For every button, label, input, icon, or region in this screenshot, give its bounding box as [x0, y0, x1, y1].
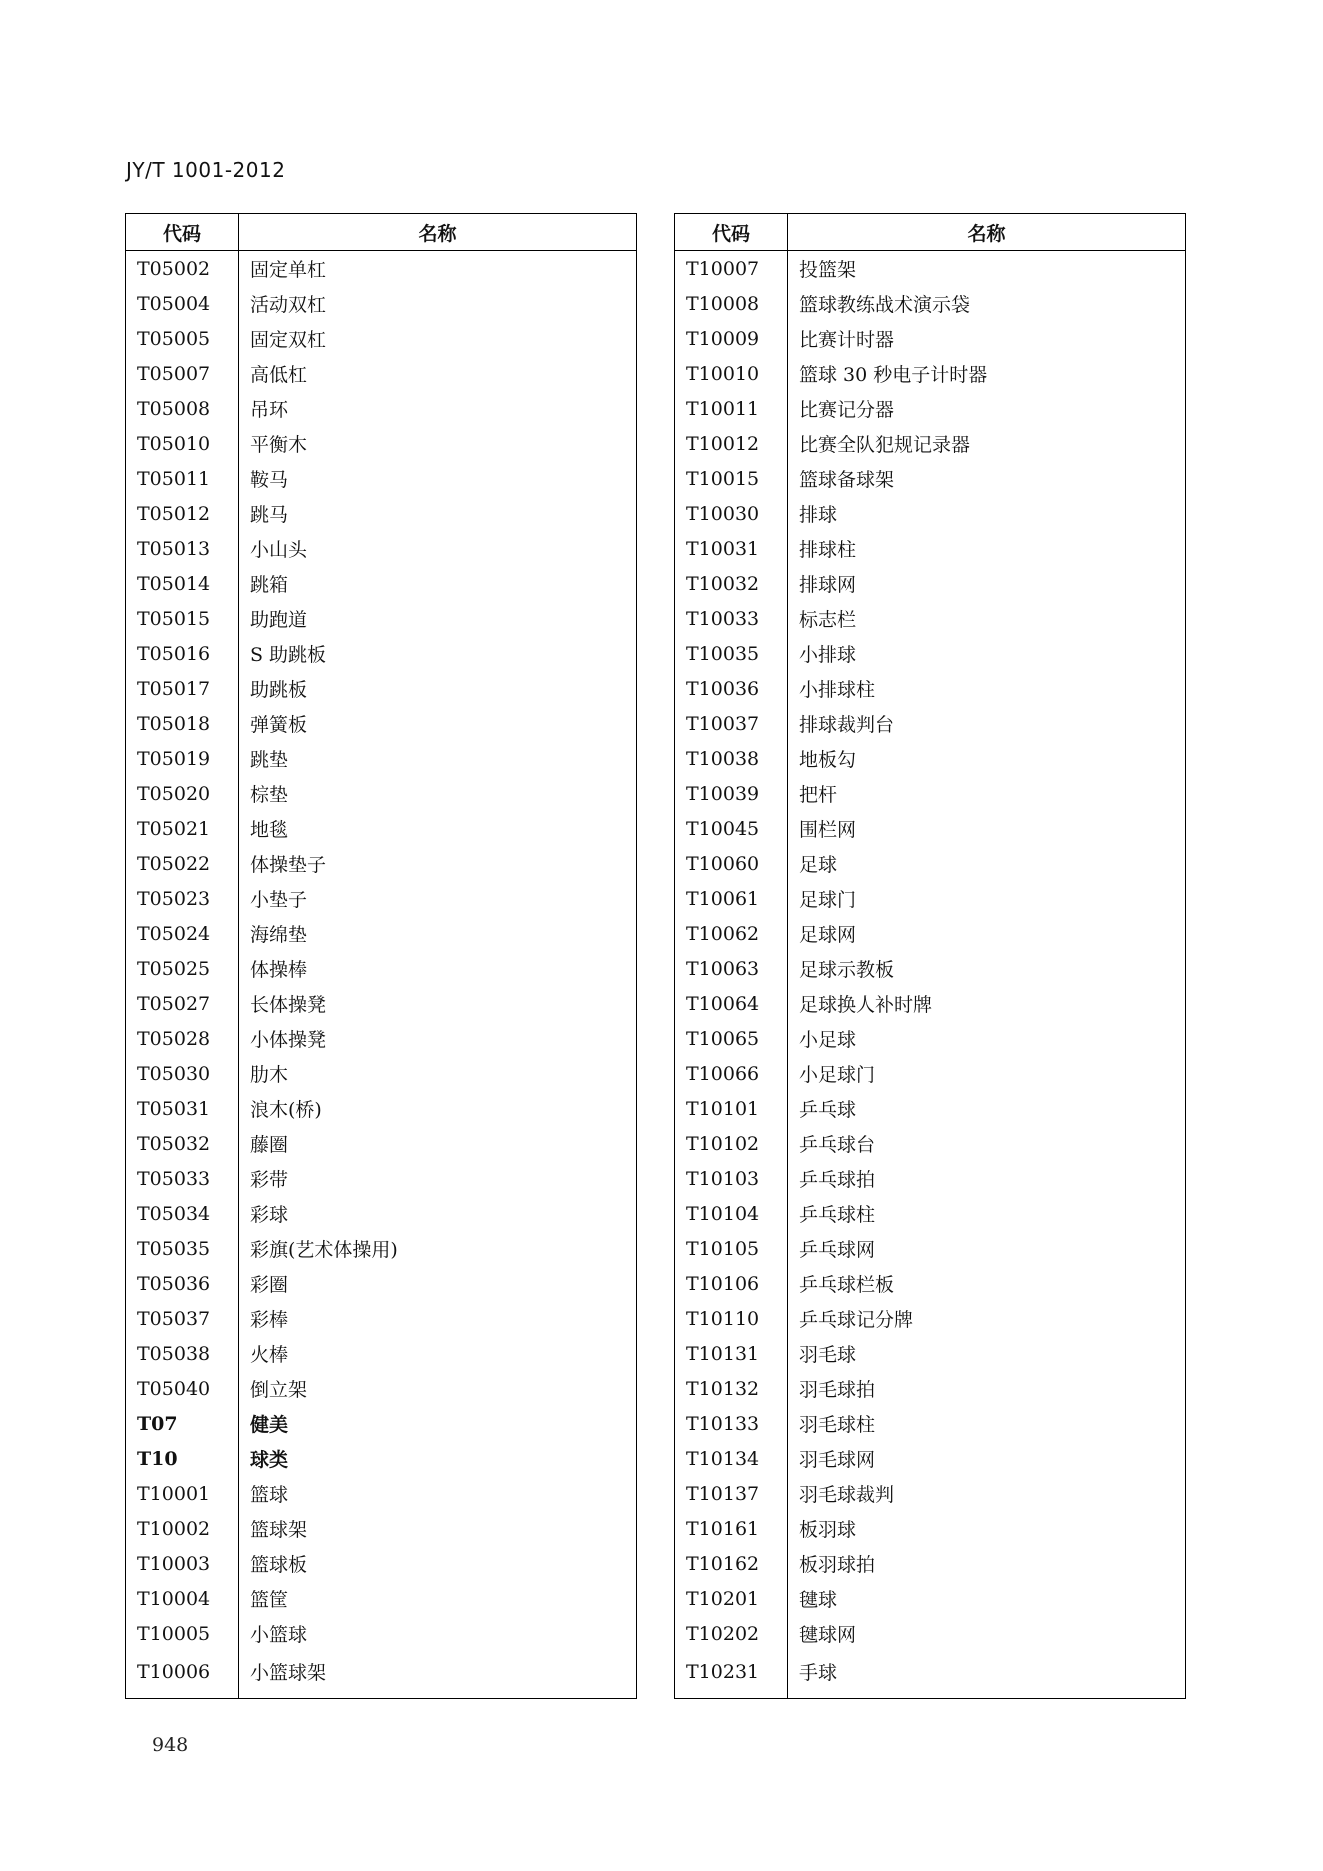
name-cell: 小山头	[250, 539, 308, 561]
code-cell: T10063	[675, 951, 788, 986]
code-cell: T10060	[675, 846, 788, 881]
table-row	[126, 636, 637, 671]
table-body-left	[126, 251, 637, 1699]
code-cell: T10012	[675, 426, 788, 461]
table-row	[675, 1126, 1186, 1161]
table-row	[126, 496, 637, 531]
table-row	[126, 776, 637, 811]
code-cell: T10137	[675, 1476, 788, 1511]
code-cell: T05024	[126, 916, 239, 951]
table-row	[126, 1301, 637, 1336]
code-cell: T10062	[675, 916, 788, 951]
name-cell: 围栏网	[799, 819, 857, 841]
code-cell: T10035	[675, 636, 788, 671]
name-cell: 体操垫子	[250, 854, 327, 876]
name-cell: 乒乓球台	[799, 1134, 876, 1156]
table-row	[126, 846, 637, 881]
name-cell: 比赛记分器	[799, 399, 895, 421]
code-cell: T10033	[675, 601, 788, 636]
code-cell: T05016	[126, 636, 239, 671]
table-row	[675, 776, 1186, 811]
table-row	[126, 1581, 637, 1616]
code-cell: T05032	[126, 1126, 239, 1161]
name-cell: 棕垫	[250, 784, 289, 806]
table-row	[675, 951, 1186, 986]
code-cell: T10006	[126, 1651, 239, 1699]
table-row	[675, 916, 1186, 951]
name-cell: 藤圈	[250, 1134, 289, 1156]
code-cell: T05008	[126, 391, 239, 426]
table-row	[675, 251, 1186, 287]
name-cell: 彩带	[250, 1169, 289, 1191]
code-cell: T10036	[675, 671, 788, 706]
name-cell: 投篮架	[799, 259, 857, 281]
table-header-row	[126, 214, 637, 251]
code-cell: T10231	[675, 1651, 788, 1699]
table-body-right	[675, 251, 1186, 1699]
column-header-name: 名称	[788, 214, 1186, 251]
name-cell: 小排球柱	[799, 679, 876, 701]
table-row	[675, 741, 1186, 776]
code-cell: T05014	[126, 566, 239, 601]
code-cell: T10066	[675, 1056, 788, 1091]
column-header-code: 代码	[675, 214, 788, 251]
name-cell: 小篮球架	[250, 1662, 327, 1684]
table-row	[126, 1266, 637, 1301]
code-cell: T10201	[675, 1581, 788, 1616]
table-row	[675, 601, 1186, 636]
document-code: JY/T 1001-2012	[126, 158, 286, 182]
code-cell: T10007	[675, 251, 788, 287]
table-row	[126, 1371, 637, 1406]
name-cell: 固定单杠	[250, 259, 327, 281]
table-row	[126, 811, 637, 846]
code-cell: T05023	[126, 881, 239, 916]
code-cell: T05020	[126, 776, 239, 811]
name-cell: 体操棒	[250, 959, 308, 981]
table-row	[126, 1161, 637, 1196]
table-row	[675, 356, 1186, 391]
name-cell: 彩棒	[250, 1309, 289, 1331]
table-row	[675, 1266, 1186, 1301]
code-cell: T10103	[675, 1161, 788, 1196]
table-row	[675, 496, 1186, 531]
code-cell: T05030	[126, 1056, 239, 1091]
name-cell: 篮球架	[250, 1519, 308, 1541]
table-row	[126, 1231, 637, 1266]
name-cell: 小足球门	[799, 1064, 876, 1086]
name-cell: 长体操凳	[250, 994, 327, 1016]
name-cell: 排球裁判台	[799, 714, 895, 736]
table-row	[126, 1511, 637, 1546]
name-cell: 排球网	[799, 574, 857, 596]
code-table-left	[125, 213, 637, 1699]
code-cell: T07	[126, 1406, 239, 1441]
name-cell: 跳垫	[250, 749, 289, 771]
table-row	[675, 1161, 1186, 1196]
name-cell: 羽毛球网	[799, 1449, 876, 1471]
table-row	[675, 636, 1186, 671]
code-cell: T10134	[675, 1441, 788, 1476]
name-cell: 足球	[799, 854, 838, 876]
name-cell: 足球网	[799, 924, 857, 946]
code-cell: T10065	[675, 1021, 788, 1056]
code-cell: T10039	[675, 776, 788, 811]
name-cell: 篮球 30 秒电子计时器	[799, 364, 988, 386]
name-cell: 小排球	[799, 644, 857, 666]
code-cell: T05040	[126, 1371, 239, 1406]
code-cell: T05037	[126, 1301, 239, 1336]
name-cell: 倒立架	[250, 1379, 308, 1401]
name-cell: 毽球	[799, 1589, 838, 1611]
code-cell: T05015	[126, 601, 239, 636]
code-cell: T10032	[675, 566, 788, 601]
table-row	[126, 1126, 637, 1161]
name-cell: 健美	[250, 1414, 289, 1436]
table-row	[675, 1581, 1186, 1616]
name-cell: 羽毛球裁判	[799, 1484, 895, 1506]
table-row	[675, 1546, 1186, 1581]
name-cell: 小篮球	[250, 1624, 308, 1646]
table-row	[675, 531, 1186, 566]
name-cell: 小垫子	[250, 889, 308, 911]
code-cell: T10110	[675, 1301, 788, 1336]
column-header-code: 代码	[126, 214, 239, 251]
name-cell: 羽毛球	[799, 1344, 857, 1366]
name-cell: 篮球备球架	[799, 469, 895, 491]
code-table-right	[674, 213, 1186, 1699]
code-cell: T05004	[126, 286, 239, 321]
table-row	[126, 251, 637, 287]
code-cell: T10001	[126, 1476, 239, 1511]
table-row	[675, 461, 1186, 496]
name-cell: 乒乓球柱	[799, 1204, 876, 1226]
table-row	[675, 1021, 1186, 1056]
name-cell: 球类	[250, 1449, 289, 1471]
code-cell: T05036	[126, 1266, 239, 1301]
name-cell: 跳马	[250, 504, 289, 526]
table-row	[126, 601, 637, 636]
code-cell: T10	[126, 1441, 239, 1476]
code-cell: T05013	[126, 531, 239, 566]
code-cell: T10133	[675, 1406, 788, 1441]
table-row	[675, 1441, 1186, 1476]
table-row	[675, 1511, 1186, 1546]
table-row	[126, 321, 637, 356]
code-cell: T10004	[126, 1581, 239, 1616]
name-cell: 浪木(桥)	[250, 1099, 322, 1121]
name-cell: 地毯	[250, 819, 289, 841]
code-cell: T10031	[675, 531, 788, 566]
code-cell: T05022	[126, 846, 239, 881]
name-cell: 弹簧板	[250, 714, 308, 736]
table-row	[675, 286, 1186, 321]
table-row	[675, 1196, 1186, 1231]
code-cell: T05031	[126, 1091, 239, 1126]
name-cell: 火棒	[250, 1344, 289, 1366]
code-cell: T05002	[126, 251, 239, 287]
code-cell: T10064	[675, 986, 788, 1021]
name-cell: 小足球	[799, 1029, 857, 1051]
table-row	[126, 1651, 637, 1699]
code-cell: T05034	[126, 1196, 239, 1231]
code-cell: T05025	[126, 951, 239, 986]
table-row	[126, 1091, 637, 1126]
name-cell: 吊环	[250, 399, 289, 421]
name-cell: 篮球板	[250, 1554, 308, 1576]
table-row	[675, 671, 1186, 706]
code-cell: T10003	[126, 1546, 239, 1581]
name-cell: 地板勾	[799, 749, 857, 771]
name-cell: 篮筐	[250, 1589, 289, 1611]
table-row	[126, 986, 637, 1021]
code-cell: T10131	[675, 1336, 788, 1371]
code-cell: T10005	[126, 1616, 239, 1651]
name-cell: 排球	[799, 504, 838, 526]
table-row	[126, 1546, 637, 1581]
code-cell: T10202	[675, 1616, 788, 1651]
table-row	[675, 1231, 1186, 1266]
name-cell: 羽毛球拍	[799, 1379, 876, 1401]
name-cell: 比赛计时器	[799, 329, 895, 351]
code-cell: T10030	[675, 496, 788, 531]
code-cell: T10015	[675, 461, 788, 496]
table-row	[675, 706, 1186, 741]
table-row	[126, 531, 637, 566]
table-row	[675, 1371, 1186, 1406]
table-row	[675, 1406, 1186, 1441]
name-cell: 比赛全队犯规记录器	[799, 434, 971, 456]
name-cell: 乒乓球栏板	[799, 1274, 895, 1296]
code-cell: T10104	[675, 1196, 788, 1231]
table-row	[675, 1056, 1186, 1091]
name-cell: 毽球网	[799, 1624, 857, 1646]
table-row	[675, 566, 1186, 601]
table-row	[126, 1196, 637, 1231]
name-cell: 足球门	[799, 889, 857, 911]
code-cell: T05010	[126, 426, 239, 461]
table-row	[126, 1056, 637, 1091]
name-cell: 肋木	[250, 1064, 289, 1086]
table-row	[126, 881, 637, 916]
table-row	[675, 811, 1186, 846]
table-row	[675, 321, 1186, 356]
name-cell: 彩圈	[250, 1274, 289, 1296]
name-cell: 活动双杠	[250, 294, 327, 316]
table-row	[126, 1616, 637, 1651]
name-cell: 板羽球	[799, 1519, 857, 1541]
code-cell: T05028	[126, 1021, 239, 1056]
code-cell: T10132	[675, 1371, 788, 1406]
table-row	[126, 916, 637, 951]
name-cell: 羽毛球柱	[799, 1414, 876, 1436]
table-row	[126, 671, 637, 706]
table-row	[675, 426, 1186, 461]
name-cell: 平衡木	[250, 434, 308, 456]
code-cell: T05005	[126, 321, 239, 356]
table-row	[126, 286, 637, 321]
table-row	[126, 1406, 637, 1441]
name-cell: 助跑道	[250, 609, 308, 631]
code-cell: T10010	[675, 356, 788, 391]
table-row	[126, 426, 637, 461]
name-cell: S 助跳板	[250, 644, 327, 666]
table-row	[675, 846, 1186, 881]
table-row	[126, 1336, 637, 1371]
code-cell: T10101	[675, 1091, 788, 1126]
name-cell: 手球	[799, 1662, 838, 1684]
code-cell: T10162	[675, 1546, 788, 1581]
name-cell: 标志栏	[799, 609, 857, 631]
code-cell: T10161	[675, 1511, 788, 1546]
name-cell: 把杆	[799, 784, 838, 806]
page-number: 948	[152, 1734, 189, 1756]
table-row	[675, 1091, 1186, 1126]
table-row	[126, 706, 637, 741]
name-cell: 助跳板	[250, 679, 308, 701]
name-cell: 排球柱	[799, 539, 857, 561]
table-row	[675, 1476, 1186, 1511]
code-cell: T05012	[126, 496, 239, 531]
table-row	[675, 881, 1186, 916]
name-cell: 乒乓球记分牌	[799, 1309, 914, 1331]
code-cell: T05021	[126, 811, 239, 846]
code-cell: T10009	[675, 321, 788, 356]
name-cell: 小体操凳	[250, 1029, 327, 1051]
table-row	[126, 741, 637, 776]
code-cell: T05007	[126, 356, 239, 391]
code-cell: T05011	[126, 461, 239, 496]
code-cell: T05035	[126, 1231, 239, 1266]
name-cell: 乒乓球	[799, 1099, 857, 1121]
name-cell: 板羽球拍	[799, 1554, 876, 1576]
code-cell: T10061	[675, 881, 788, 916]
table-row	[675, 1651, 1186, 1699]
name-cell: 固定双杠	[250, 329, 327, 351]
code-cell: T05027	[126, 986, 239, 1021]
code-cell: T10002	[126, 1511, 239, 1546]
code-cell: T05019	[126, 741, 239, 776]
code-cell: T10038	[675, 741, 788, 776]
name-cell: 鞍马	[250, 469, 289, 491]
table-row	[675, 1336, 1186, 1371]
table-row	[126, 566, 637, 601]
table-row	[675, 1301, 1186, 1336]
code-cell: T10105	[675, 1231, 788, 1266]
table-row	[126, 1476, 637, 1511]
code-cell: T10037	[675, 706, 788, 741]
table-row	[675, 986, 1186, 1021]
name-cell: 彩旗(艺术体操用)	[250, 1239, 398, 1261]
code-cell: T10045	[675, 811, 788, 846]
code-cell: T05038	[126, 1336, 239, 1371]
name-cell: 篮球	[250, 1484, 289, 1506]
code-cell: T10008	[675, 286, 788, 321]
code-cell: T05018	[126, 706, 239, 741]
table-row	[675, 1616, 1186, 1651]
table-row	[126, 356, 637, 391]
name-cell: 高低杠	[250, 364, 308, 386]
name-cell: 乒乓球网	[799, 1239, 876, 1261]
table-row	[675, 391, 1186, 426]
code-cell: T05033	[126, 1161, 239, 1196]
name-cell: 篮球教练战术演示袋	[799, 294, 971, 316]
column-header-name: 名称	[239, 214, 637, 251]
code-cell: T10102	[675, 1126, 788, 1161]
table-row	[126, 951, 637, 986]
name-cell: 彩球	[250, 1204, 289, 1226]
table-row	[126, 391, 637, 426]
code-cell: T10106	[675, 1266, 788, 1301]
name-cell: 足球示教板	[799, 959, 895, 981]
table-row	[126, 461, 637, 496]
code-cell: T10011	[675, 391, 788, 426]
table-row	[126, 1021, 637, 1056]
name-cell: 跳箱	[250, 574, 289, 596]
table-row	[126, 1441, 637, 1476]
name-cell: 足球换人补时牌	[799, 994, 933, 1016]
name-cell: 乒乓球拍	[799, 1169, 876, 1191]
table-header-row	[675, 214, 1186, 251]
code-cell: T05017	[126, 671, 239, 706]
name-cell: 海绵垫	[250, 924, 308, 946]
